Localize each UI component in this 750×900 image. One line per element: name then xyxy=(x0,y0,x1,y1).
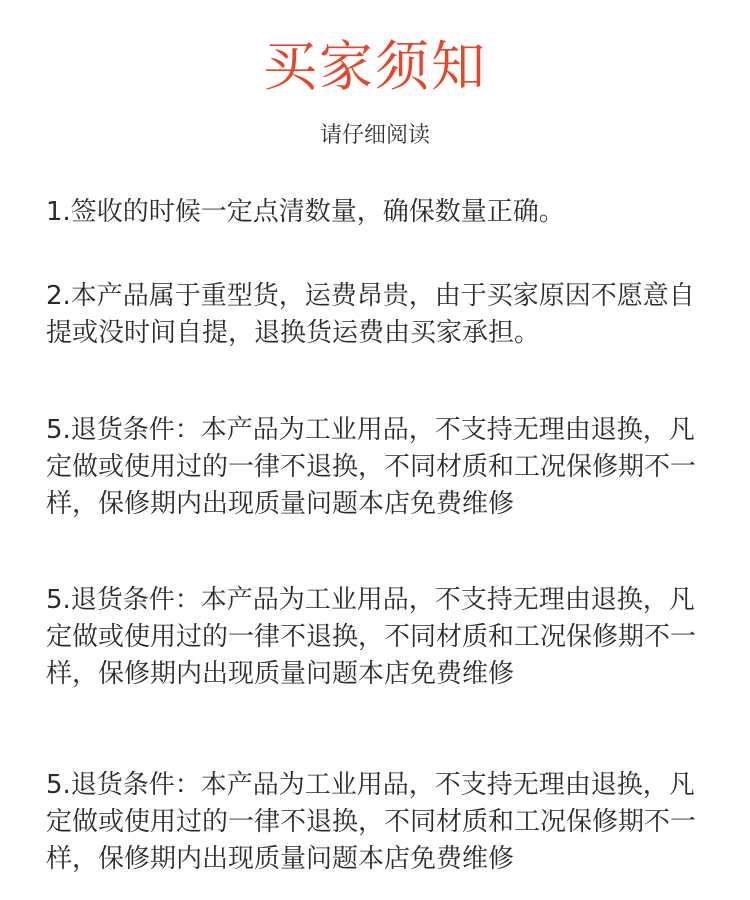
notice-item-2: 2.本产品属于重型货，运费昂贵，由于买家原因不愿意自提或没时间自提，退换货运费由买家承担。 xyxy=(46,281,695,348)
notice-item-5: 5.退货条件：本产品为工业用品，不支持无理由退换，凡定做或使用过的一律不退换，不同材质和工况保修期不一样，保修期内出现质量问题本店免费维修 xyxy=(46,770,697,874)
notice-item-3: 5.退货条件：本产品为工业用品，不支持无理由退换，凡定做或使用过的一律不退换，不同材质和工况保修期不一样，保修期内出现质量问题本店免费维修 xyxy=(46,415,697,519)
notice-item-4: 5.退货条件：本产品为工业用品，不支持无理由退换，凡定做或使用过的一律不退换，不同材质和工况保修期不一样，保修期内出现质量问题本店免费维修 xyxy=(46,585,697,689)
page-title: 买家须知 xyxy=(263,35,487,98)
notice-item-1: 1.签收的时候一定点清数量，确保数量正确。 xyxy=(46,197,565,227)
page-subtitle: 请仔细阅读 xyxy=(319,123,430,148)
